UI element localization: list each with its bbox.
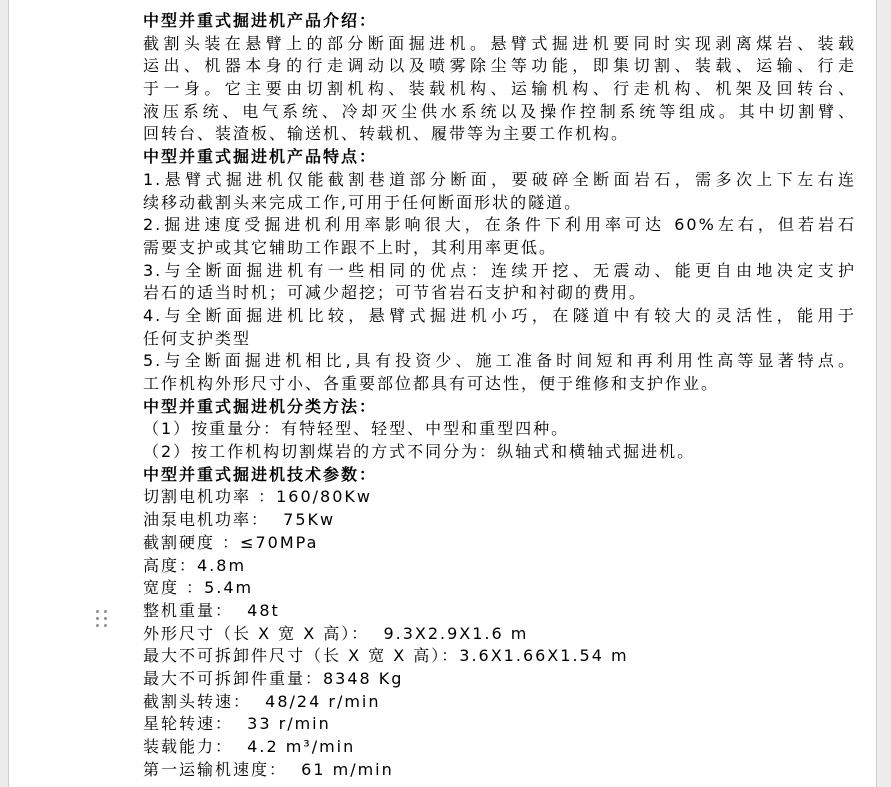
document-text-area — [10, 0, 856, 781]
doc-body-line: 岩石的适当时机；可减少超挖；可节省岩石支护和衬砌的费用。 — [143, 283, 648, 303]
doc-body-line: 需要支护或其它辅助工作跟不上时，其利用率更低。 — [143, 237, 558, 257]
canvas-gutter-left — [0, 0, 9, 787]
doc-body-line: 截割头装在悬臂上的部分断面掘进机。悬臂式掘进机要同时实现剥离煤岩、装载 — [143, 33, 856, 53]
drag-handle-icon[interactable] — [96, 610, 108, 628]
doc-heading-line: 中型并重式掘进机产品特点： — [143, 147, 378, 167]
drag-dot — [96, 610, 99, 613]
drag-dot — [96, 624, 99, 627]
doc-body-line: （1）按重量分：有特轻型、轻型、中型和重型四种。 — [143, 419, 570, 439]
doc-body-line: 回转台、装渣板、输送机、转载机、履带等为主要工作机构。 — [143, 124, 630, 144]
doc-body-line: 液压系统、电气系统、冷却灭尘供水系统以及操作控制系统等组成。其中切割臂、 — [143, 101, 856, 121]
doc-body-line: 4.与全断面掘进机比较，悬臂式掘进机小巧，在隧道中有较大的灵活性，能用于 — [143, 305, 856, 325]
doc-body-line: 切割电机功率 ：160/80Kw — [143, 487, 372, 507]
doc-body-line: 第一运输机速度： 61 m/min — [143, 759, 394, 779]
doc-body-line: 装载能力： 4.2 m³/min — [143, 737, 356, 756]
drag-dot — [96, 617, 99, 620]
doc-body-line: 截割头转速： 48/24 r/min — [143, 691, 381, 711]
doc-body-line: 于一身。它主要由切割机构、装载机构、运输机构、行走机构、机架及回转台、 — [143, 79, 856, 99]
document-page[interactable] — [10, 0, 875, 787]
doc-body-line: 续移动截割头来完成工作,可用于任何断面形状的隧道。 — [143, 192, 583, 212]
doc-body-line: 1.悬臂式掘进机仅能截割巷道部分断面，要破碎全断面岩石，需多次上下左右连 — [143, 169, 856, 189]
doc-body-line: 外形尺寸（长 X 宽 X 高）： 9.3X2.9X1.6 m — [143, 623, 529, 643]
doc-body-line: 运出、机器本身的行走调动以及喷雾除尘等功能，即集切割、装载、运输、行走 — [143, 56, 856, 76]
doc-heading-line: 中型并重式掘进机技术参数： — [143, 464, 378, 484]
doc-body-line: 最大不可拆卸件尺寸（长 X 宽 X 高）：3.6X1.66X1.54 m — [143, 646, 629, 666]
doc-body-line: 5.与全断面掘进机相比,具有投资少、施工准备时间短和再利用性高等显著特点。 — [143, 351, 856, 371]
drag-dot — [104, 610, 107, 613]
doc-body-line: 宽度 ：5.4m — [143, 578, 254, 598]
doc-body-line: 2.掘进速度受掘进机利用率影响很大，在条件下利用率可达 60%左右，但若岩石 — [143, 215, 856, 235]
doc-body-line: 任何支护类型 — [143, 328, 252, 348]
doc-body-line: 工作机构外形尺寸小、各重要部位都具有可达性，便于维修和支护作业。 — [143, 374, 720, 393]
doc-body-line: 油泵电机功率： 75Kw — [143, 510, 336, 530]
doc-body-line: 3.与全断面掘进机有一些相同的优点：连续开挖、无震动、能更自由地决定支护 — [143, 260, 856, 280]
drag-dot — [104, 617, 107, 620]
drag-dot — [104, 624, 107, 627]
doc-heading-line: 中型并重式掘进机产品介绍： — [143, 11, 378, 30]
doc-body-line: 最大不可拆卸件重量：8348 Kg — [143, 668, 404, 688]
doc-body-line: 整机重量： 48t — [143, 600, 280, 620]
doc-body-line: 高度：4.8m — [143, 555, 247, 575]
doc-body-line: （2）按工作机构切割煤岩的方式不同分为：纵轴式和横轴式掘进机。 — [143, 442, 696, 462]
doc-heading-line: 中型并重式掘进机分类方法： — [143, 396, 378, 416]
doc-body-line: 星轮转速： 33 r/min — [143, 714, 331, 734]
canvas-gutter-right — [876, 0, 891, 787]
doc-body-line: 截割硬度 ：≤70MPa — [143, 532, 319, 552]
